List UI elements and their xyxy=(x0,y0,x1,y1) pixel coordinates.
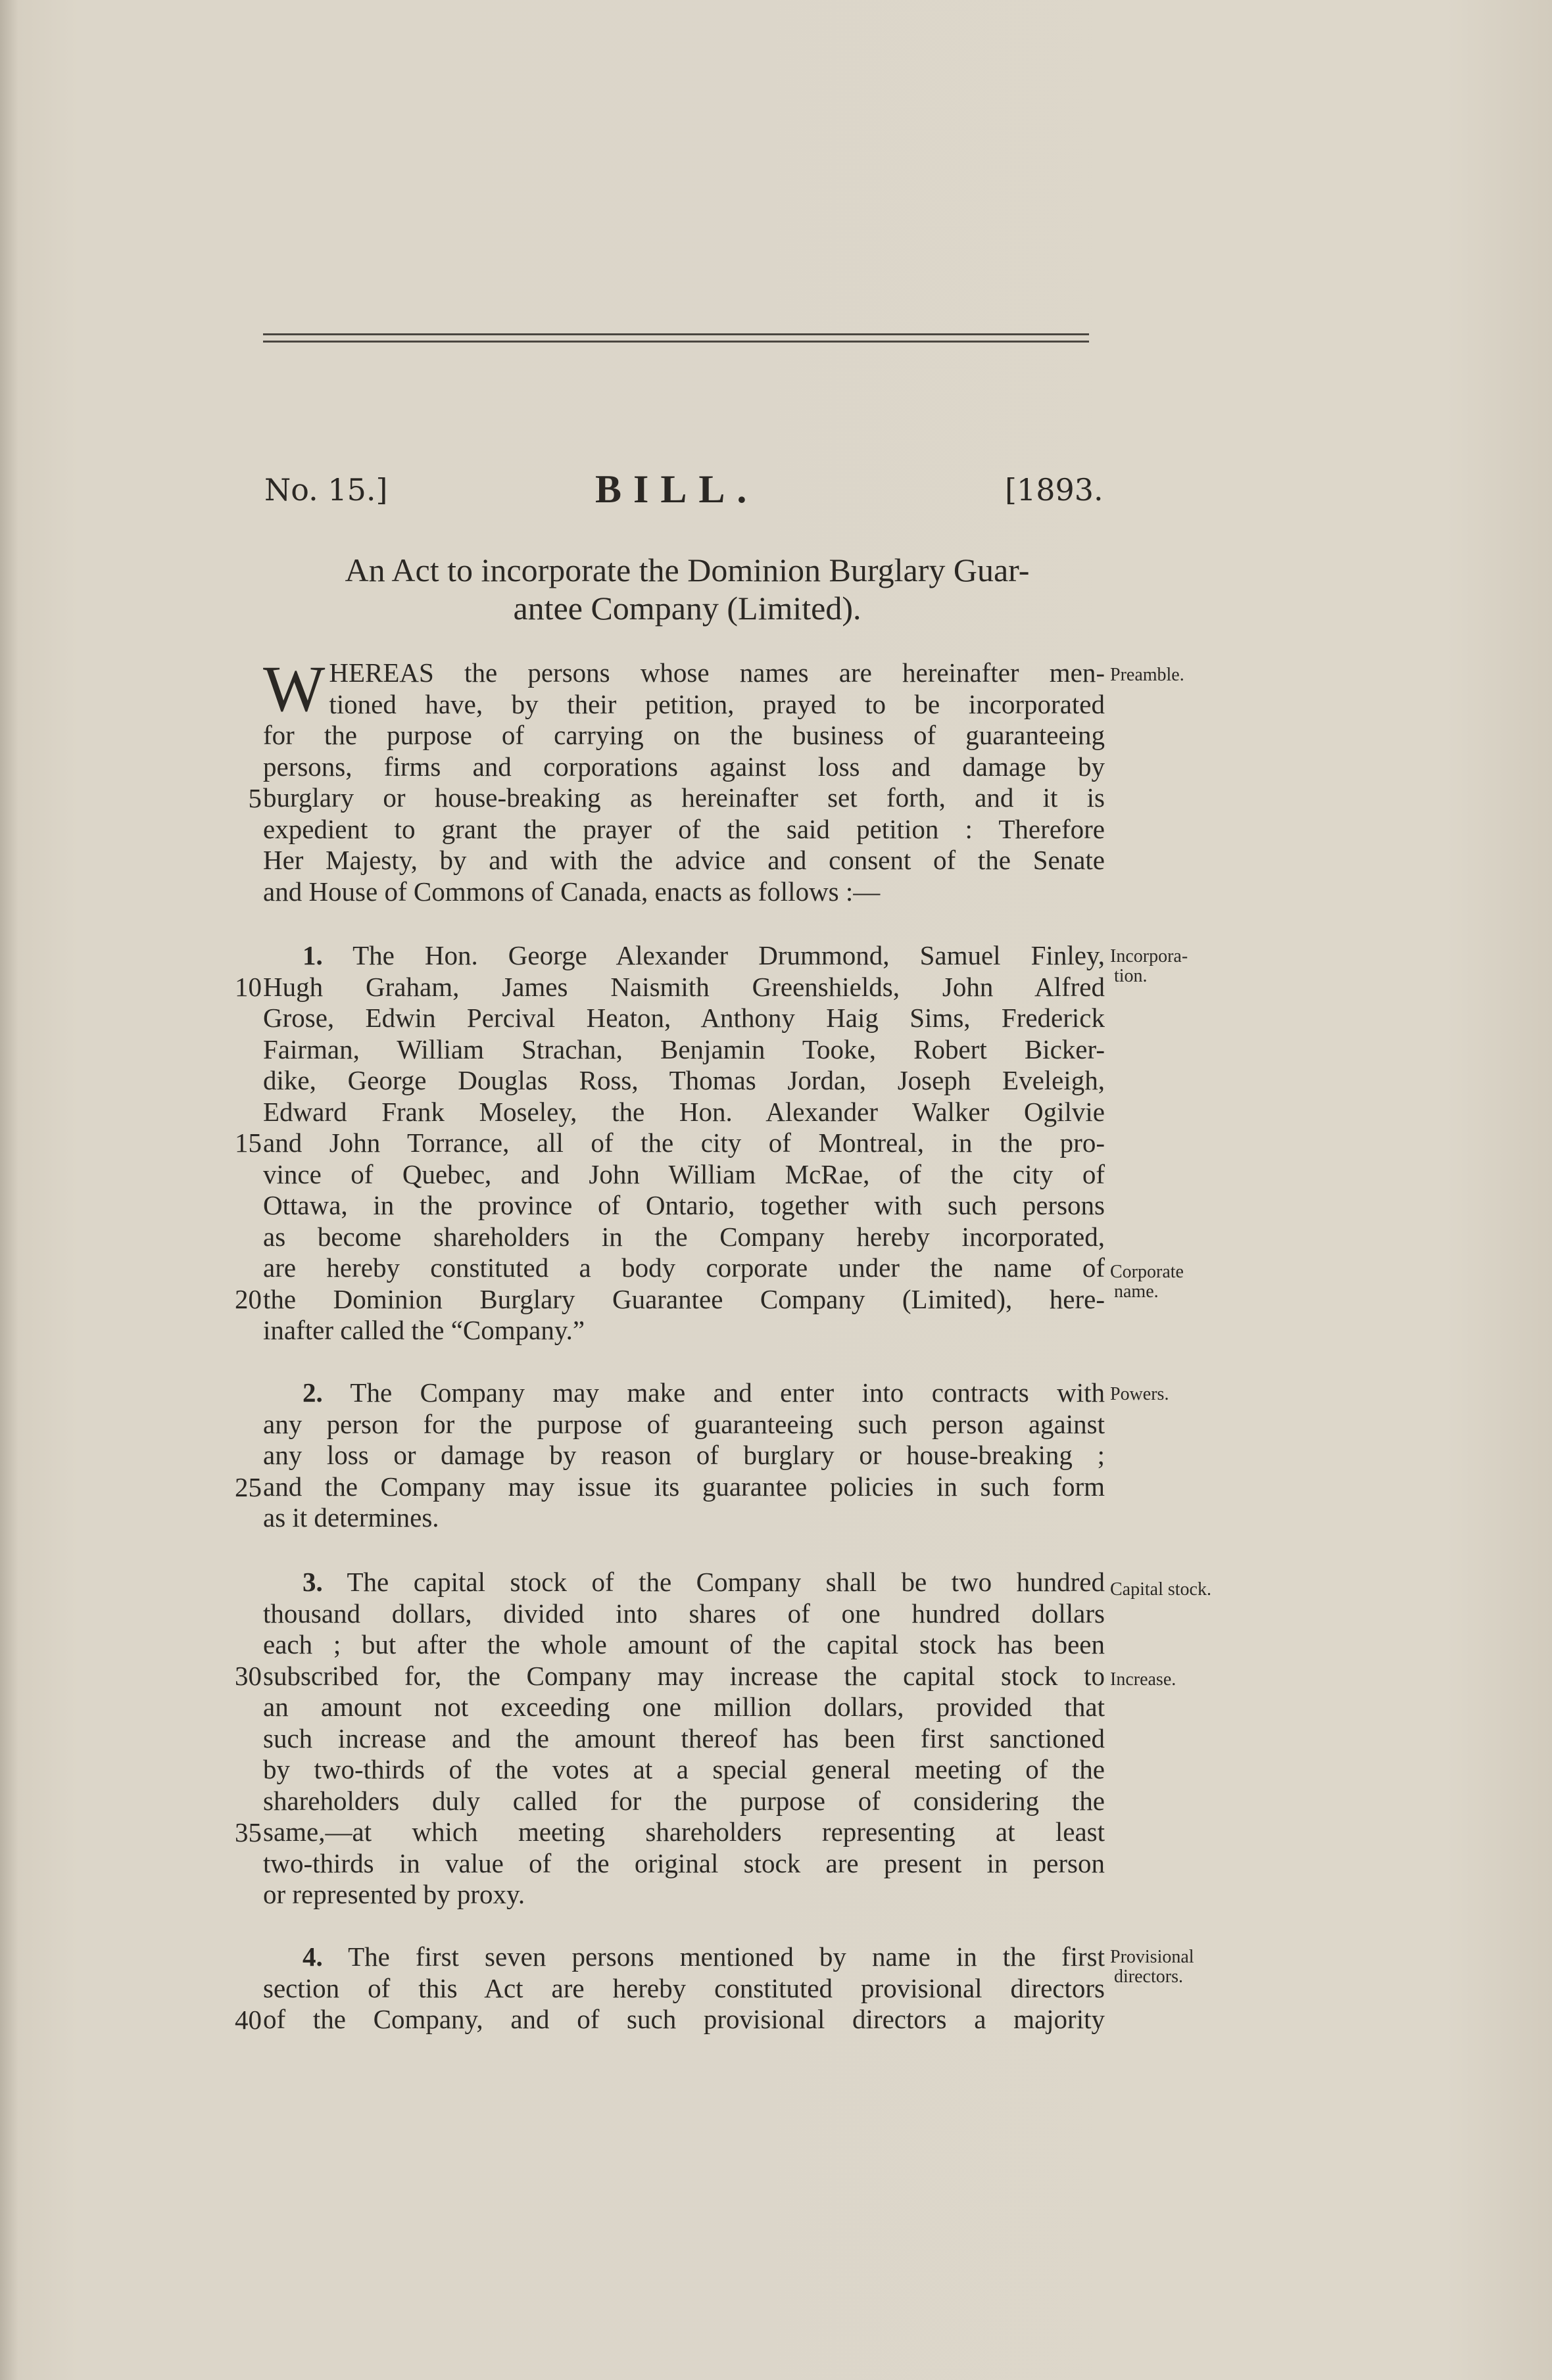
preamble-line: HEREAS the persons whose names are hereinafter men- xyxy=(329,657,1105,688)
section-line: of the Company, and of such provisional directors a majority xyxy=(263,2004,1105,2034)
section-line: 3. The capital stock of the Company shall be two hundred xyxy=(303,1567,1105,1597)
title-line-1: An Act to incorporate the Dominion Burglary Guar- xyxy=(345,552,1030,588)
section-line: and John Torrance, all of the city of Montreal, in the pro- xyxy=(263,1128,1105,1158)
section-number: 2. xyxy=(303,1377,323,1408)
sidenote-provisional-directors: Provisional directors. xyxy=(1110,1947,1194,1987)
section-line: section of this Act are hereby constituted provisional directors xyxy=(263,1972,1105,2003)
line-number: 20 xyxy=(235,1284,262,1314)
sidenote-increase: Increase. xyxy=(1110,1669,1176,1690)
line-number: 15 xyxy=(235,1128,262,1158)
sidenote-preamble: Preamble. xyxy=(1110,665,1184,685)
section-line: dike, George Douglas Ross, Thomas Jordan, Joseph Eveleigh, xyxy=(263,1065,1105,1095)
section-number: 3. xyxy=(303,1567,323,1597)
sidenote-corporate-name: Corporate name. xyxy=(1110,1262,1184,1302)
section-line: shareholders duly called for the purpose of considering the xyxy=(263,1785,1105,1816)
sidenote-powers: Powers. xyxy=(1110,1384,1169,1404)
document-type-heading: BILL. xyxy=(595,467,759,511)
section-line: 4. The first seven persons mentioned by name in the first xyxy=(303,1941,1105,1972)
top-rule xyxy=(263,333,1089,335)
section-3 xyxy=(263,1567,1105,1911)
section-line: Hugh Graham, James Naismith Greenshields, John Alfred xyxy=(263,971,1105,1002)
title-line-2: antee Company (Limited). xyxy=(513,590,861,627)
section-1 xyxy=(263,940,1105,1346)
section-line: as it determines. xyxy=(263,1502,439,1533)
section-line: Ottawa, in the province of Ontario, together with such persons xyxy=(263,1190,1105,1220)
preamble-line: Her Majesty, by and with the advice and consent of the Senate xyxy=(263,845,1105,875)
preamble-line: and House of Commons of Canada, enacts as follows :— xyxy=(263,876,881,907)
section-line: Grose, Edwin Percival Heaton, Anthony Haig Sims, Frederick xyxy=(263,1003,1105,1033)
bill-title xyxy=(263,551,1111,627)
bill-number: No. 15.] xyxy=(264,472,388,508)
line-number: 5 xyxy=(248,783,262,813)
section-line: or represented by proxy. xyxy=(263,1879,525,1909)
section-line: each ; but after the whole amount of the capital stock has been xyxy=(263,1629,1105,1659)
section-line: by two-thirds of the votes at a special general meeting of the xyxy=(263,1754,1105,1784)
line-number: 35 xyxy=(235,1817,262,1847)
line-number: 30 xyxy=(235,1661,262,1691)
section-line: two-thirds in value of the original stock are present in person xyxy=(263,1847,1105,1878)
sidenote-incorporation: Incorpora- tion. xyxy=(1110,946,1188,986)
section-line: are hereby constituted a body corporate under the name of xyxy=(263,1252,1105,1283)
preamble-paragraph xyxy=(263,652,1105,907)
section-line: as become shareholders in the Company hereby incorporated, xyxy=(263,1221,1105,1252)
preamble-line: expedient to grant the prayer of the said petition : Therefore xyxy=(263,813,1105,844)
line-number: 25 xyxy=(235,1472,262,1502)
section-line: and the Company may issue its guarantee policies in such form xyxy=(263,1471,1105,1502)
line-number: 40 xyxy=(235,2005,262,2035)
section-line: any loss or damage by reason of burglary or house-breaking ; xyxy=(263,1440,1105,1470)
sidenote-capital-stock: Capital stock. xyxy=(1110,1579,1211,1600)
bill-year: [1893. xyxy=(1005,472,1103,508)
section-line: vince of Quebec, and John William McRae, of the city of xyxy=(263,1158,1105,1189)
section-line: Fairman, William Strachan, Benjamin Tooke, Robert Bicker- xyxy=(263,1034,1105,1064)
section-number: 1. xyxy=(303,940,323,970)
line-number: 10 xyxy=(235,972,262,1002)
preamble-line: persons, firms and corporations against loss and damage by xyxy=(263,751,1105,782)
section-line: 2. The Company may make and enter into contracts with xyxy=(303,1377,1105,1408)
preamble-line: burglary or house-breaking as hereinafter set forth, and it is xyxy=(263,782,1105,813)
section-line: any person for the purpose of guaranteeing such person against xyxy=(263,1408,1105,1439)
section-line: an amount not exceeding one million dollars, provided that xyxy=(263,1692,1105,1722)
section-line: thousand dollars, divided into shares of one hundred dollars xyxy=(263,1598,1105,1629)
section-line: Edward Frank Moseley, the Hon. Alexander Walker Ogilvie xyxy=(263,1096,1105,1127)
section-number: 4. xyxy=(303,1941,323,1972)
section-line: inafter called the “Company.” xyxy=(263,1315,585,1345)
section-line: subscribed for, the Company may increase the capital stock to xyxy=(263,1660,1105,1691)
preamble-line: tioned have, by their petition, prayed to be incorporated xyxy=(329,688,1105,719)
section-4 xyxy=(263,1941,1105,2035)
section-line: 1. The Hon. George Alexander Drummond, Samuel Finley, xyxy=(303,940,1105,970)
top-rule-second xyxy=(263,341,1089,343)
preamble-line: for the purpose of carrying on the business of guaranteeing xyxy=(263,720,1105,750)
section-line: same,—at which meeting shareholders representing at least xyxy=(263,1817,1105,1847)
section-line: the Dominion Burglary Guarantee Company (Limited), here- xyxy=(263,1283,1105,1314)
section-2 xyxy=(263,1377,1105,1534)
dropcap-letter: W xyxy=(263,652,326,725)
section-line: such increase and the amount thereof has been first sanctioned xyxy=(263,1723,1105,1753)
